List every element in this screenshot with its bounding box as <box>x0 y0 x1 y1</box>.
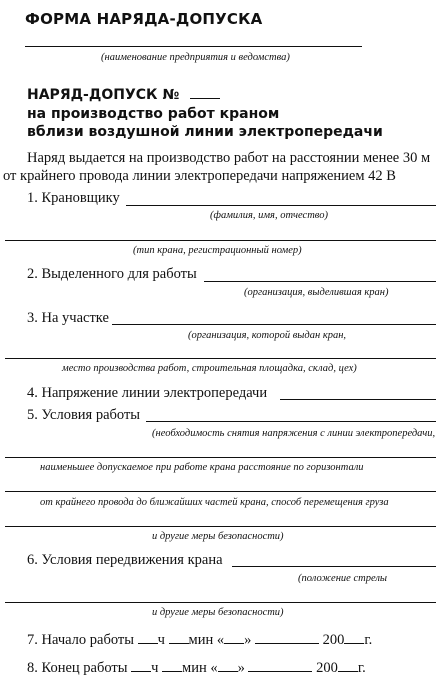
start-hours-field[interactable] <box>138 631 158 644</box>
end-minutes-unit: мин <box>182 660 207 676</box>
end-label: 8. Конец работы <box>27 660 128 676</box>
work-conditions-caption-2: наименьшее допускаемое при работе крана расстояние по горизонтали <box>40 462 364 473</box>
work-conditions-field[interactable] <box>146 421 436 422</box>
end-quote-close: » <box>237 660 245 676</box>
work-conditions-line-2[interactable] <box>5 457 436 458</box>
allocating-org-caption: (организация, выделившая кран) <box>244 287 389 298</box>
order-heading: НАРЯД-ДОПУСК № <box>27 86 220 103</box>
start-row <box>27 631 372 649</box>
work-place-field[interactable] <box>5 358 436 359</box>
start-year-suffix: г. <box>364 632 373 648</box>
item-3-label: 3. На участке <box>27 310 109 326</box>
start-month-field[interactable] <box>255 631 319 644</box>
start-minutes-unit: мин <box>188 632 214 648</box>
crane-movement-field[interactable] <box>232 566 436 567</box>
crane-movement-line-2[interactable] <box>5 602 436 603</box>
intro-text-line-2: от крайнего провода линии электропередачи напряжением 42 В <box>3 168 396 184</box>
item-5-label: 5. Условия работы <box>27 407 141 423</box>
start-hours-unit: ч <box>157 632 165 648</box>
work-conditions-caption-1: (необходимость снятия напряжения с линии электропередачи, <box>152 428 436 439</box>
item-1-label: 1. Крановщику <box>27 190 120 206</box>
site-caption-2: место производства работ, строительная площадка, склад, цех) <box>62 363 357 374</box>
start-minutes-field[interactable] <box>169 631 189 644</box>
crane-type-caption: (тип крана, регистрационный номер) <box>133 245 302 256</box>
item-2-label: 2. Выделенного для работы <box>27 266 197 282</box>
work-conditions-caption-3: от крайнего провода до ближайших частей крана, способ перемещения груза <box>40 497 389 508</box>
org-name-caption: (наименование предприятия и ведомства) <box>101 52 290 63</box>
crane-type-field[interactable] <box>5 240 436 241</box>
end-year-field[interactable] <box>338 659 358 672</box>
end-day-field[interactable] <box>218 659 238 672</box>
start-day-field[interactable] <box>224 631 244 644</box>
work-conditions-line-3[interactable] <box>5 491 436 492</box>
work-conditions-caption-4: и другие меры безопасности) <box>152 531 284 542</box>
end-hours-field[interactable] <box>131 659 151 672</box>
line-voltage-field[interactable] <box>280 399 436 400</box>
start-quote-open: « <box>216 632 225 648</box>
crane-operator-field[interactable] <box>126 205 436 206</box>
order-subtitle-1: на производство работ краном <box>27 106 280 122</box>
end-row <box>27 659 366 677</box>
work-conditions-line-4[interactable] <box>5 526 436 527</box>
form-title: ФОРМА НАРЯДА-ДОПУСКА <box>25 10 263 28</box>
org-name-line[interactable] <box>25 46 362 47</box>
order-number-field[interactable] <box>190 86 220 99</box>
intro-text-line-1: Наряд выдается на производство работ на расстоянии менее 30 м <box>27 150 431 166</box>
start-quote-close: » <box>244 632 252 648</box>
end-year-prefix: 200 <box>316 660 338 676</box>
crane-movement-caption-2: и другие меры безопасности) <box>152 607 284 618</box>
item-6-label: 6. Условия передвижения крана <box>27 552 223 568</box>
end-minutes-field[interactable] <box>162 659 182 672</box>
order-subtitle-2: вблизи воздушной линии электропередачи <box>27 124 383 140</box>
end-month-field[interactable] <box>248 659 312 672</box>
crane-operator-caption: (фамилия, имя, отчество) <box>210 210 328 221</box>
end-hours-unit: ч <box>151 660 159 676</box>
start-year-field[interactable] <box>344 631 364 644</box>
start-year-prefix: 200 <box>322 632 345 648</box>
end-quote-open: « <box>210 660 218 676</box>
site-caption-1: (организация, которой выдан кран, <box>188 330 347 341</box>
crane-movement-caption-1: (положение стрелы <box>298 573 388 584</box>
end-year-suffix: г. <box>357 660 366 676</box>
start-label: 7. Начало работы <box>27 632 134 648</box>
site-field[interactable] <box>112 324 436 325</box>
item-4-label: 4. Напряжение линии электропередачи <box>27 385 268 401</box>
allocating-org-field[interactable] <box>204 281 436 282</box>
